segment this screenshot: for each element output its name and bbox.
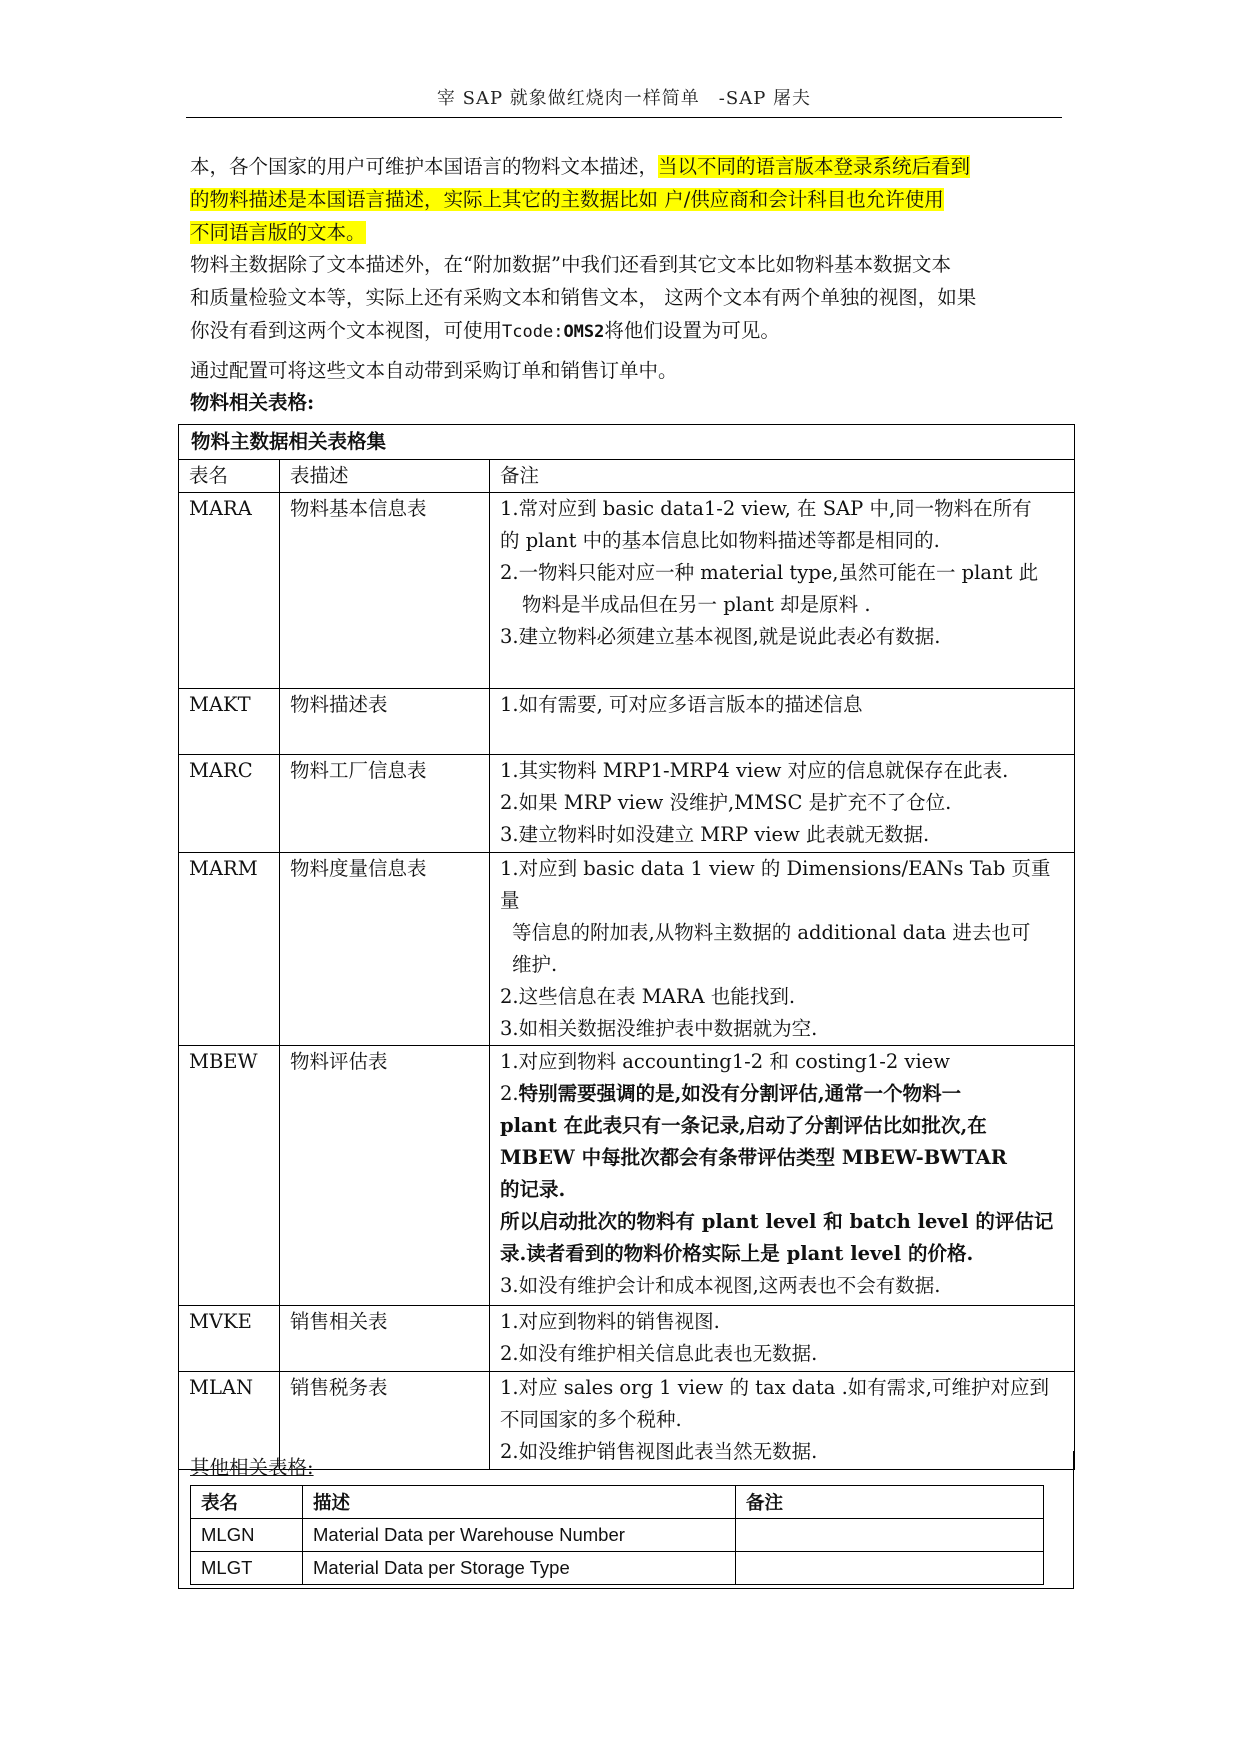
table-remark-cell	[490, 1046, 1075, 1306]
remark-line: 3.建立物料时如没建立 MRP view 此表就无数据.	[500, 823, 930, 846]
intro-text: 和质量检验文本等，实际上还有采购文本和销售文本， 这两个文本有两个单独的视图，如果	[190, 286, 977, 309]
table-desc-cell: 销售相关表	[280, 1306, 490, 1372]
remark-line: 1.如有需要, 可对应多语言版本的描述信息	[500, 693, 863, 716]
remark-line: 2.这些信息在表 MARA 也能找到.	[500, 985, 796, 1008]
table-row	[179, 493, 1075, 689]
remark-line: 2.一物料只能对应一种 material type,虽然可能在一 plant 此	[500, 561, 1039, 584]
remark-emphasis: 特别需要强调的是,如没有分割评估,通常一个物料一	[518, 1082, 962, 1105]
table-title: 物料主数据相关表格集	[179, 425, 1075, 460]
tcode-label: Tcode:	[502, 322, 564, 342]
intro-text: 本，各个国家的用户可维护本国语言的物料文本描述，	[190, 155, 659, 178]
remark-line: 1.对应到 basic data 1 view 的 Dimensions/EANs Tab 页重量	[500, 857, 1051, 912]
column-header-name: 表名	[191, 1486, 303, 1519]
table-row	[179, 755, 1075, 853]
remark-line: 1.常对应到 basic data1-2 view, 在 SAP 中,同一物料在所有	[500, 497, 1032, 520]
table-row	[191, 1552, 1044, 1585]
table-row	[179, 1306, 1075, 1372]
intro-paragraph-2	[190, 248, 1070, 349]
table-name-cell: MLGT	[191, 1552, 303, 1585]
table-desc-cell: 物料度量信息表	[280, 853, 490, 1046]
remark-line: 的 plant 中的基本信息比如物料描述等都是相同的.	[500, 529, 940, 552]
other-tables-title: 其他相关表格:	[190, 1456, 314, 1479]
header-rule	[186, 117, 1062, 118]
table-row	[179, 1046, 1075, 1306]
column-header-desc: 表描述	[280, 460, 490, 493]
table-desc-cell: Material Data per Warehouse Number	[303, 1519, 736, 1552]
table-remark-cell	[736, 1519, 1044, 1552]
table-name-cell: MLAN	[179, 1372, 280, 1470]
table-name-cell: MARA	[179, 493, 280, 689]
column-header-name: 表名	[179, 460, 280, 493]
table-remark-cell	[490, 853, 1075, 1046]
remark-line: MBEW 中每批次都会有条带评估类型 MBEW-BWTAR	[500, 1146, 1007, 1169]
remark-line: 等信息的附加表,从物料主数据的 additional data 进去也可	[512, 921, 1031, 944]
table-name-cell: MAKT	[179, 689, 280, 755]
column-header-remark: 备注	[490, 460, 1075, 493]
tcode-value: OMS2	[563, 322, 605, 342]
remark-line: 录.读者看到的物料价格实际上是 plant level 的价格.	[500, 1242, 974, 1265]
remark-line: 不同国家的多个税种.	[500, 1408, 682, 1431]
table-name-cell: MVKE	[179, 1306, 280, 1372]
section-title: 物料相关表格:	[190, 391, 315, 414]
table-desc-cell: 物料基本信息表	[280, 493, 490, 689]
remark-line: 的记录.	[500, 1178, 566, 1201]
table-name-cell: MBEW	[179, 1046, 280, 1306]
table-remark-cell	[490, 493, 1075, 689]
remark-line: 3.如没有维护会计和成本视图,这两表也不会有数据.	[500, 1274, 941, 1297]
remark-line: 2.如没有维护相关信息此表也无数据.	[500, 1342, 818, 1365]
remark-line: plant 在此表只有一条记录,启动了分割评估比如批次,在	[500, 1114, 987, 1137]
highlighted-text: 不同语言版的文本。	[190, 221, 366, 244]
table-desc-cell: 物料工厂信息表	[280, 755, 490, 853]
table-remark-cell	[490, 1306, 1075, 1372]
table-remark-cell	[736, 1552, 1044, 1585]
remark-line: 1.其实物料 MRP1-MRP4 view 对应的信息就保存在此表.	[500, 759, 1009, 782]
table-remark-cell	[490, 689, 1075, 755]
remark-line: 物料是半成品但在另一 plant 却是原料 .	[522, 593, 871, 616]
highlighted-text: 当以不同的语言版本登录系统后看到	[658, 155, 971, 178]
remark-line: 2.如没维护销售视图此表当然无数据.	[500, 1440, 818, 1463]
remark-line: 1.对应 sales org 1 view 的 tax data .如有需求,可维护对应到	[500, 1376, 1049, 1399]
intro-paragraph-1	[190, 150, 1070, 249]
table-desc-cell: 物料描述表	[280, 689, 490, 755]
table-row	[179, 853, 1075, 1046]
column-header-desc: 描述	[303, 1486, 736, 1519]
intro-text: 将他们设置为可见。	[604, 319, 780, 342]
page-header: 宰 SAP 就象做红烧肉一样简单 -SAP 屠夫	[436, 88, 812, 109]
table-remark-cell	[490, 755, 1075, 853]
highlighted-text: 的物料描述是本国语言描述，实际上其它的主数据比如 户/供应商和会计科目也允许使用	[190, 188, 944, 211]
intro-paragraph-3: 通过配置可将这些文本自动带到采购订单和销售订单中。	[190, 359, 678, 382]
remark-line: 维护.	[512, 953, 558, 976]
table-desc-cell: Material Data per Storage Type	[303, 1552, 736, 1585]
intro-text: 物料主数据除了文本描述外，在“附加数据”中我们还看到其它文本比如物料基本数据文本	[190, 253, 951, 276]
table-name-cell: MLGN	[191, 1519, 303, 1552]
material-master-table	[178, 424, 1075, 1470]
remark-line: 2.如果 MRP view 没维护,MMSC 是扩充不了仓位.	[500, 791, 952, 814]
remark-line: 所以启动批次的物料有 plant level 和 batch level 的评估记	[500, 1210, 1054, 1233]
table-desc-cell: 销售税务表	[280, 1372, 490, 1470]
remark-line: 1.对应到物料的销售视图.	[500, 1310, 720, 1333]
intro-text: 你没有看到这两个文本视图，可使用	[190, 319, 503, 342]
remark-line	[500, 1078, 1064, 1110]
remark-number: 2.	[500, 1082, 519, 1105]
remark-line: 3.建立物料必须建立基本视图,就是说此表必有数据.	[500, 625, 941, 648]
remark-line: 3.如相关数据没维护表中数据就为空.	[500, 1017, 818, 1040]
table-desc-cell: 物料评估表	[280, 1046, 490, 1306]
column-header-remark: 备注	[736, 1486, 1044, 1519]
table-row	[179, 689, 1075, 755]
other-tables-table	[190, 1485, 1044, 1585]
remark-line: 1.对应到物料 accounting1-2 和 costing1-2 view	[500, 1050, 950, 1073]
table-row	[191, 1519, 1044, 1552]
table-name-cell: MARM	[179, 853, 280, 1046]
table-name-cell: MARC	[179, 755, 280, 853]
